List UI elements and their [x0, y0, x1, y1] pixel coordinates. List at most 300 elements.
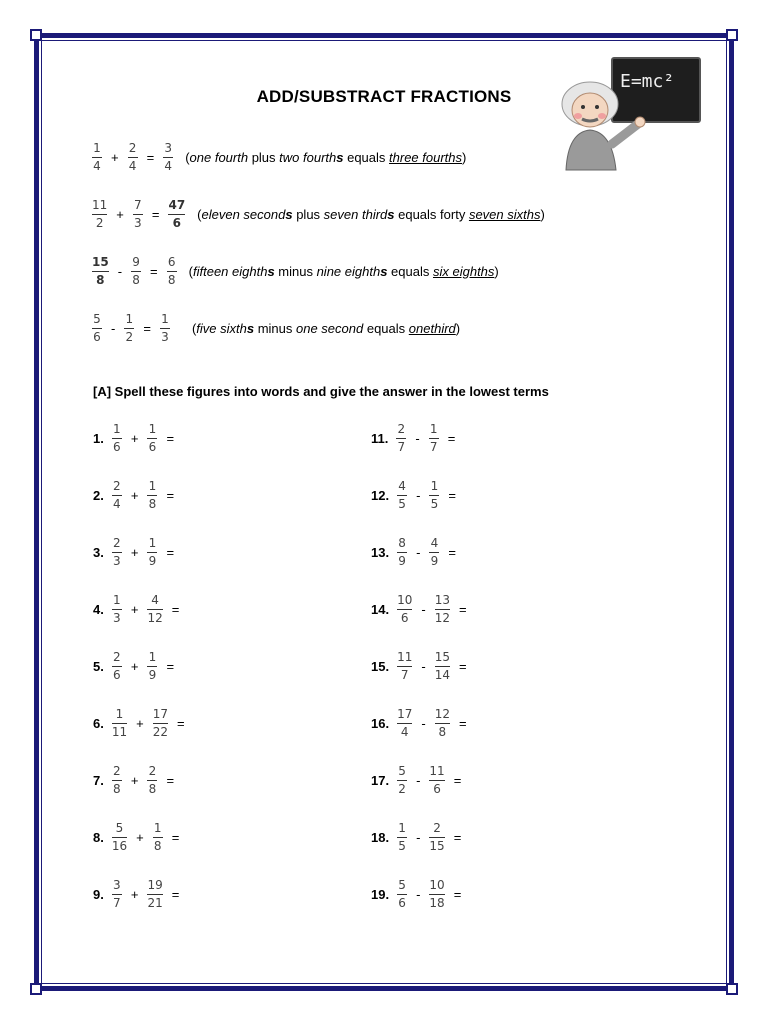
- fraction: [147, 650, 157, 683]
- denominator: 7: [429, 439, 438, 454]
- numerator: 1: [148, 421, 157, 436]
- denominator: 8: [113, 781, 121, 796]
- fraction-bar: [112, 552, 122, 553]
- problem-item: [371, 874, 468, 914]
- fraction-bar: [429, 552, 439, 553]
- description-text: (: [188, 263, 193, 279]
- denominator: 9: [398, 553, 406, 568]
- description-text: eleven second: [201, 206, 286, 222]
- fraction-bar: [112, 837, 127, 838]
- fraction-bar: [147, 609, 162, 610]
- denominator: 3: [113, 610, 121, 625]
- fraction-bar: [435, 609, 450, 610]
- fraction: [429, 479, 439, 512]
- fraction: [435, 593, 450, 626]
- description-text: (: [185, 149, 190, 165]
- fraction: [112, 650, 122, 683]
- operator: =: [166, 658, 175, 674]
- numerator: 1: [153, 820, 162, 835]
- fraction-bar: [147, 894, 162, 895]
- fraction-bar: [112, 666, 122, 667]
- denominator: 5: [430, 496, 439, 511]
- fraction: [124, 312, 134, 345]
- denominator: 11: [111, 724, 128, 739]
- corner-ornament: [30, 983, 42, 995]
- denominator: 3: [113, 553, 121, 568]
- denominator: 4: [93, 158, 101, 173]
- fraction: [429, 878, 444, 911]
- fraction: [167, 255, 177, 288]
- fraction: [435, 650, 450, 683]
- einstein-chalkboard-icon: [554, 52, 704, 172]
- fraction: [112, 821, 127, 854]
- denominator: 6: [398, 895, 406, 910]
- fraction: [133, 198, 143, 231]
- numerator: 2: [128, 140, 137, 155]
- fraction: [429, 764, 444, 797]
- fraction: [92, 198, 107, 231]
- operator: -: [415, 430, 420, 446]
- numerator: 1: [161, 311, 169, 326]
- fraction-bar: [397, 894, 407, 895]
- operator: -: [111, 320, 116, 336]
- denominator: 9: [430, 553, 439, 568]
- fraction: [92, 141, 102, 174]
- numerator: 4: [398, 478, 406, 493]
- fraction: [397, 764, 407, 797]
- numerator: 2: [113, 763, 121, 778]
- example-equation: [90, 249, 499, 293]
- numerator: 1: [113, 592, 121, 607]
- denominator: 8: [96, 272, 105, 287]
- corner-ornament: [30, 29, 42, 41]
- numerator: 1: [125, 311, 134, 326]
- fraction: [168, 198, 185, 231]
- operator: =: [150, 263, 158, 279]
- board-text: E=mc²: [620, 71, 675, 92]
- operator: =: [166, 430, 175, 446]
- denominator: 16: [111, 838, 128, 853]
- numerator: 17: [397, 706, 413, 721]
- description-text: two fourth: [279, 149, 337, 165]
- fraction: [396, 422, 406, 455]
- fraction-bar: [124, 328, 134, 329]
- problem-item: [371, 418, 462, 458]
- example-equation: [90, 306, 460, 350]
- numerator: 10: [397, 592, 413, 607]
- operator: +: [130, 886, 139, 902]
- denominator: 6: [113, 667, 121, 682]
- operator: =: [448, 544, 457, 560]
- numerator: 1: [93, 140, 101, 155]
- numerator: 8: [398, 535, 406, 550]
- denominator: 22: [152, 724, 168, 739]
- problem-number: 8.: [93, 829, 104, 845]
- description-text: ): [455, 320, 461, 336]
- denominator: 12: [434, 610, 450, 625]
- operator: -: [117, 263, 123, 279]
- example-description: [197, 207, 545, 222]
- fraction: [147, 764, 157, 797]
- denominator: 4: [164, 158, 172, 173]
- operator: =: [458, 601, 467, 617]
- denominator: 6: [433, 781, 441, 796]
- numerator: 10: [429, 877, 445, 892]
- problem-item: [93, 589, 186, 629]
- problem-number: 5.: [93, 658, 104, 674]
- description-text: plus: [248, 149, 280, 165]
- problem-item: [371, 646, 474, 686]
- operator: -: [421, 715, 426, 731]
- description-text: (: [197, 206, 202, 222]
- fraction-bar: [163, 157, 173, 158]
- fraction-bar: [396, 438, 406, 439]
- description-text: seven sixths: [468, 206, 541, 222]
- description-text: equals: [387, 263, 433, 279]
- description-text: s: [336, 149, 344, 165]
- fraction: [147, 878, 162, 911]
- fraction: [112, 593, 122, 626]
- problem-number: 2.: [93, 487, 104, 503]
- fraction: [92, 255, 109, 288]
- problem-item: [371, 703, 474, 743]
- fraction: [435, 707, 450, 740]
- fraction-bar: [147, 552, 157, 553]
- denominator: 8: [167, 272, 176, 287]
- operator: +: [130, 544, 139, 560]
- fraction: [147, 422, 157, 455]
- fraction-bar: [112, 438, 122, 439]
- example-description: [189, 264, 499, 279]
- fraction: [397, 536, 407, 569]
- operator: +: [130, 601, 139, 617]
- denominator: 18: [429, 895, 445, 910]
- fraction-bar: [397, 552, 407, 553]
- operator: =: [453, 772, 462, 788]
- fraction: [429, 821, 444, 854]
- fraction-bar: [167, 271, 177, 272]
- problem-item: [93, 817, 186, 857]
- problem-number: 3.: [93, 544, 104, 560]
- description-text: six eighths: [432, 263, 495, 279]
- page-title: ADD/SUBSTRACT FRACTIONS: [256, 87, 512, 106]
- denominator: 6: [93, 329, 101, 344]
- fraction: [112, 764, 122, 797]
- description-text: one second: [296, 320, 364, 336]
- numerator: 17: [152, 706, 168, 721]
- problem-item: [93, 874, 186, 914]
- numerator: 2: [113, 649, 121, 664]
- operator: +: [130, 772, 139, 788]
- problem-number: 15.: [371, 658, 390, 674]
- problem-number: 16.: [371, 715, 390, 731]
- denominator: 7: [113, 895, 121, 910]
- numerator: 4: [430, 535, 439, 550]
- problem-item: [371, 475, 463, 515]
- description-text: one fourth: [189, 149, 249, 165]
- fraction-bar: [160, 328, 170, 329]
- numerator: 1: [115, 706, 124, 721]
- operator: -: [421, 658, 426, 674]
- numerator: 1: [429, 421, 438, 436]
- fraction: [429, 536, 439, 569]
- description-text: five sixth: [196, 320, 247, 336]
- problem-number: 11.: [371, 430, 389, 446]
- fraction-bar: [429, 894, 444, 895]
- fraction: [131, 255, 141, 288]
- fraction-bar: [429, 438, 439, 439]
- fraction: [153, 821, 163, 854]
- fraction: [160, 312, 170, 345]
- problem-number: 9.: [93, 886, 104, 902]
- description-text: equals: [363, 320, 409, 336]
- fraction-bar: [147, 666, 157, 667]
- fraction: [128, 141, 138, 174]
- numerator: 9: [132, 254, 140, 269]
- description-text: three fourths: [389, 149, 463, 165]
- denominator: 6: [148, 439, 157, 454]
- operator: =: [166, 544, 175, 560]
- numerator: 13: [434, 592, 450, 607]
- problem-number: 18.: [371, 829, 390, 845]
- numerator: 2: [397, 421, 406, 436]
- fraction: [112, 878, 122, 911]
- fraction-bar: [147, 438, 157, 439]
- denominator: 5: [398, 496, 406, 511]
- numerator: 12: [434, 706, 450, 721]
- problem-number: 6.: [93, 715, 104, 731]
- description-text: fifteen eighth: [192, 263, 268, 279]
- fraction-bar: [128, 157, 138, 158]
- fraction-bar: [429, 837, 444, 838]
- numerator: 1: [148, 478, 157, 493]
- description-text: equals forty: [394, 206, 469, 222]
- denominator: 8: [438, 724, 447, 739]
- numerator: 11: [429, 763, 445, 778]
- fraction-bar: [112, 609, 122, 610]
- denominator: 8: [148, 781, 157, 796]
- fraction-bar: [112, 495, 122, 496]
- fraction: [163, 141, 173, 174]
- operator: -: [421, 601, 426, 617]
- operator: =: [448, 487, 457, 503]
- description-text: minus: [274, 263, 317, 279]
- numerator: 2: [148, 763, 157, 778]
- fraction-bar: [92, 328, 102, 329]
- numerator: 11: [92, 197, 108, 212]
- numerator: 7: [134, 197, 142, 212]
- fraction-bar: [92, 214, 107, 215]
- description-text: s: [267, 263, 275, 279]
- fraction-bar: [429, 495, 439, 496]
- operator: =: [458, 715, 467, 731]
- operator: -: [416, 829, 421, 845]
- description-text: s: [380, 263, 388, 279]
- fraction: [397, 878, 407, 911]
- denominator: 4: [113, 496, 121, 511]
- fraction-bar: [397, 723, 412, 724]
- fraction: [397, 593, 412, 626]
- problem-number: 13.: [371, 544, 390, 560]
- numerator: 19: [147, 877, 163, 892]
- fraction-bar: [92, 271, 109, 272]
- denominator: 3: [161, 329, 169, 344]
- example-description: [185, 150, 466, 165]
- operator: =: [447, 430, 456, 446]
- denominator: 12: [147, 610, 163, 625]
- fraction: [112, 536, 122, 569]
- denominator: 5: [398, 838, 406, 853]
- numerator: 2: [433, 820, 441, 835]
- fraction: [112, 422, 122, 455]
- fraction: [147, 536, 157, 569]
- problem-number: 14.: [371, 601, 390, 617]
- description-text: nine eighth: [316, 263, 381, 279]
- fraction: [397, 479, 407, 512]
- denominator: 9: [148, 553, 157, 568]
- numerator: 3: [113, 877, 121, 892]
- operator: +: [136, 829, 144, 845]
- operator: =: [453, 829, 462, 845]
- denominator: 2: [95, 215, 104, 230]
- operator: -: [416, 487, 421, 503]
- operator: =: [453, 886, 462, 902]
- operator: +: [130, 658, 139, 674]
- description-text: onethird: [408, 320, 456, 336]
- denominator: 8: [153, 838, 162, 853]
- numerator: 2: [113, 478, 121, 493]
- fraction: [92, 312, 102, 345]
- fraction: [397, 650, 412, 683]
- problem-item: [371, 589, 474, 629]
- fraction: [147, 593, 162, 626]
- problem-item: [93, 646, 181, 686]
- problem-number: 19.: [371, 886, 390, 902]
- numerator: 3: [164, 140, 172, 155]
- fraction-bar: [147, 495, 157, 496]
- operator: +: [116, 206, 124, 222]
- denominator: 7: [400, 667, 409, 682]
- denominator: 3: [134, 215, 142, 230]
- denominator: 8: [148, 496, 157, 511]
- numerator: 1: [113, 421, 121, 436]
- operator: =: [171, 829, 180, 845]
- fraction-bar: [429, 780, 444, 781]
- numerator: 15: [92, 254, 109, 269]
- problem-item: [93, 418, 181, 458]
- numerator: 5: [93, 311, 101, 326]
- denominator: 8: [132, 272, 140, 287]
- description-text: s: [387, 206, 395, 222]
- problem-item: [371, 532, 463, 572]
- description-text: s: [285, 206, 293, 222]
- description-text: s: [246, 320, 255, 336]
- problem-number: 4.: [93, 601, 104, 617]
- numerator: 1: [398, 820, 406, 835]
- fraction: [429, 422, 439, 455]
- operator: +: [130, 430, 139, 446]
- denominator: 6: [400, 610, 409, 625]
- numerator: 2: [113, 535, 121, 550]
- numerator: 1: [148, 649, 157, 664]
- operator: -: [416, 544, 421, 560]
- description-text: ): [494, 263, 499, 279]
- fraction-bar: [133, 214, 143, 215]
- corner-ornament: [726, 983, 738, 995]
- operator: =: [146, 149, 155, 165]
- operator: =: [171, 601, 180, 617]
- fraction-bar: [153, 837, 163, 838]
- problem-item: [93, 532, 181, 572]
- operator: =: [166, 772, 175, 788]
- numerator: 11: [397, 649, 413, 664]
- operator: +: [136, 715, 144, 731]
- fraction: [397, 821, 407, 854]
- operator: =: [151, 206, 160, 222]
- description-text: minus: [254, 320, 296, 336]
- description-text: seven third: [323, 206, 388, 222]
- example-equation: [90, 135, 466, 179]
- description-text: plus: [292, 206, 324, 222]
- numerator: 5: [115, 820, 124, 835]
- problem-number: 12.: [371, 487, 390, 503]
- corner-ornament: [726, 29, 738, 41]
- example-equation: [90, 192, 545, 236]
- fraction: [147, 479, 157, 512]
- fraction-bar: [112, 894, 122, 895]
- fraction-bar: [153, 723, 168, 724]
- fraction: [153, 707, 168, 740]
- denominator: 15: [429, 838, 445, 853]
- denominator: 21: [147, 895, 163, 910]
- fraction-bar: [112, 723, 127, 724]
- fraction-bar: [92, 157, 102, 158]
- operator: =: [458, 658, 467, 674]
- fraction-bar: [397, 837, 407, 838]
- denominator: 6: [113, 439, 121, 454]
- denominator: 9: [148, 667, 157, 682]
- denominator: 7: [397, 439, 406, 454]
- numerator: 1: [148, 535, 157, 550]
- instruction-text: [A] Spell these figures into words and give the answer in the lowest terms: [93, 384, 549, 399]
- denominator: 14: [434, 667, 450, 682]
- problem-number: 7.: [93, 772, 104, 788]
- operator: =: [171, 886, 180, 902]
- denominator: 6: [172, 215, 181, 230]
- operator: +: [111, 149, 119, 165]
- numerator: 4: [151, 592, 159, 607]
- fraction-bar: [397, 780, 407, 781]
- fraction-bar: [131, 271, 141, 272]
- problem-item: [93, 475, 181, 515]
- fraction-bar: [112, 780, 122, 781]
- fraction-bar: [435, 666, 450, 667]
- fraction: [397, 707, 412, 740]
- fraction-bar: [397, 495, 407, 496]
- problem-item: [371, 760, 468, 800]
- fraction-bar: [397, 666, 412, 667]
- fraction-bar: [147, 780, 157, 781]
- numerator: 6: [167, 254, 176, 269]
- numerator: 15: [434, 649, 450, 664]
- operator: +: [130, 487, 139, 503]
- operator: =: [143, 320, 151, 336]
- numerator: 5: [398, 877, 406, 892]
- example-description: [192, 321, 460, 336]
- operator: =: [177, 715, 185, 731]
- description-text: ): [540, 206, 545, 222]
- description-text: (: [191, 320, 197, 336]
